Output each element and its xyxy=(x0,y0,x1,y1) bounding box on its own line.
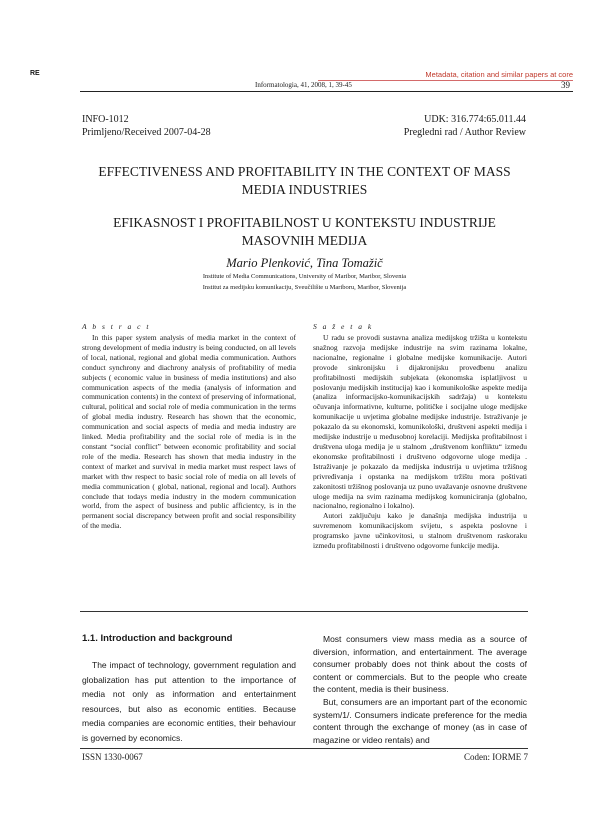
title-english xyxy=(82,163,527,199)
intro-heading: 1.1. Introduction and background xyxy=(82,633,233,644)
section-divider xyxy=(80,611,528,612)
sazetak-body xyxy=(313,333,527,551)
header-rule xyxy=(80,91,573,92)
link-underline xyxy=(318,80,573,81)
abstract-section xyxy=(82,322,296,531)
running-head: Informatologia, 41, 2008, 1, 39-45 xyxy=(255,81,352,89)
core-metadata-link[interactable]: Metadata, citation and similar papers at core xyxy=(425,70,573,79)
sazetak-paragraph-1: U radu se provodi sustavna analiza medijskog tržišta u kontekstu snažnog razvoja medijske industrije na svim razinama lokalne, nacionalne, regionalne i globalne medijske komunikacije. Autori provode sinkronijsku i dijakronijsku provedbenu analizu profitabilnosti medijskih subjekata (ekonomska isplatljivost u poslovanju medijskih institucija) kao i komunikološke aspekte medija (analiza informacijsko-komunikacijskih sadržaja) u kontekstu očuvanja informativne, kulturne, političke i socijalne uloge medijske komunikacije u uvjetima globalne medijske industrije. Istraživanje je pokazalo da su ekonomski, komunikološki, društveni aspekti medija i medijske industrije u međusobnoj korelaciji. Medijska profitabilnost i društvena uloga medija je u stalnom „društvenom konfliktu“ između ekonomske profitabilnosti i društveno odgovorne uloge medija . Istraživanje je pokazalo da medijska industrija u uvjetima tržišnog privređivanja i opstanka na medijskom tržištu mora poštivati zakonitosti tržišnog poslovanja uz puno uvažavanje osnovne društvene uloge medija na svim razinama medijskog komuniciranja (globalno, nacionalno, regionalno i lokalno). xyxy=(313,333,527,511)
abstract-paragraph: In this paper system analysis of media market in the context of strong development of media industry is being conducted, on all levels of local, national, regional and global media communication. Authors conduct synchrony and diachrony analysis of profitability of media subjects ( economic value in business of media institutions) and also communication aspects of the media (analysis of information and communication contents) in the context of preserving of informational, cultural, political and social role of media communication in the terms of global media industry. Research has shown that the economic, communication and social aspects of media and media industry are linked. Media profitability and the social role of media is in the constant “social conflict” between economic profitability and social role of the media. Research has shown that media industry in the context of market and survival in media market must respect laws of market with thw respect to basic social role of media on all levels of media communication ( global, national, regional and local). Authors conclude that todays media industry in the modern communication world, from the aspect of business and public afficientcy, is in the permanent social discrepancy between profit and social responsibility of the media. xyxy=(82,333,296,531)
sazetak-paragraph-2: Autori zaključuju kako je današnja medijska industrija u suvremenom komunikacijskom svijetu, s aspekta poslovne i programsko javne učinkovitosi, u stalnom društvenom raskoraku između profitabilnosti i društveno odgovorne funkcije medija. xyxy=(313,511,527,551)
coden: Coden: IORME 7 xyxy=(464,752,528,762)
title-en-line-2: MEDIA INDUSTRIES xyxy=(241,182,368,197)
authors: Mario Plenković, Tina Tomažič xyxy=(226,256,383,270)
title-hr-line-1: EFIKASNOST I PROFITABILNOST U KONTEKSTU INDUSTRIJE xyxy=(113,215,496,230)
intro-paragraph-1: The impact of technology, government regulation and globalization has put attention to the importance of media not only as information and entertainment resources, but also as economic entities. Because media companies are economic entities, their behaviour is governed by economics. xyxy=(82,660,296,743)
body-right-column xyxy=(313,633,527,746)
abstract-heading: A b s t r a c t xyxy=(82,322,151,331)
footer-rule xyxy=(80,748,528,749)
affiliation-2: Institut za medijsku komunikaciju, Sveučilište u Mariboru, Maribor, Slovenija xyxy=(202,284,407,291)
abstract-body xyxy=(82,333,296,531)
received-date: Primljeno/Received 2007-04-28 xyxy=(82,127,211,138)
corner-mark: RE xyxy=(30,70,40,77)
intro-column xyxy=(82,633,296,745)
article-ids-right xyxy=(404,113,526,139)
info-code: INFO-1012 xyxy=(82,114,129,125)
sazetak-heading: S a ž e t a k xyxy=(313,322,374,331)
page-number: 39 xyxy=(561,80,570,90)
udk-code: UDK: 316.774:65.011.44 xyxy=(424,114,526,125)
title-hr-line-2: MASOVNIH MEDIJA xyxy=(241,233,368,248)
affiliation-1: Institute of Media Communications, University of Maribor, Maribor, Slovenia xyxy=(202,273,407,280)
title-en-line-1: EFFECTIVENESS AND PROFITABILITY IN THE CONTEXT OF MASS xyxy=(98,164,511,179)
right-paragraph-1: Most consumers view mass media as a source of diversion, information, and entertainment. The average consumer probably does not think about the costs of content or commercials. But to the people who create the content, media is their business. xyxy=(313,634,527,695)
right-paragraph-2: But, consumers are an important part of the economic system/1/. Consumers indicate preference for the media content through the exchange of money (as in case of magazine or video rentals) and xyxy=(313,696,527,745)
title-croatian xyxy=(82,214,527,250)
article-type: Pregledni rad / Author Review xyxy=(403,127,526,138)
right-body xyxy=(313,633,527,746)
intro-body xyxy=(82,658,296,745)
sazetak-section xyxy=(313,322,527,551)
article-ids-left xyxy=(82,113,211,139)
issn: ISSN 1330-0067 xyxy=(82,752,143,762)
